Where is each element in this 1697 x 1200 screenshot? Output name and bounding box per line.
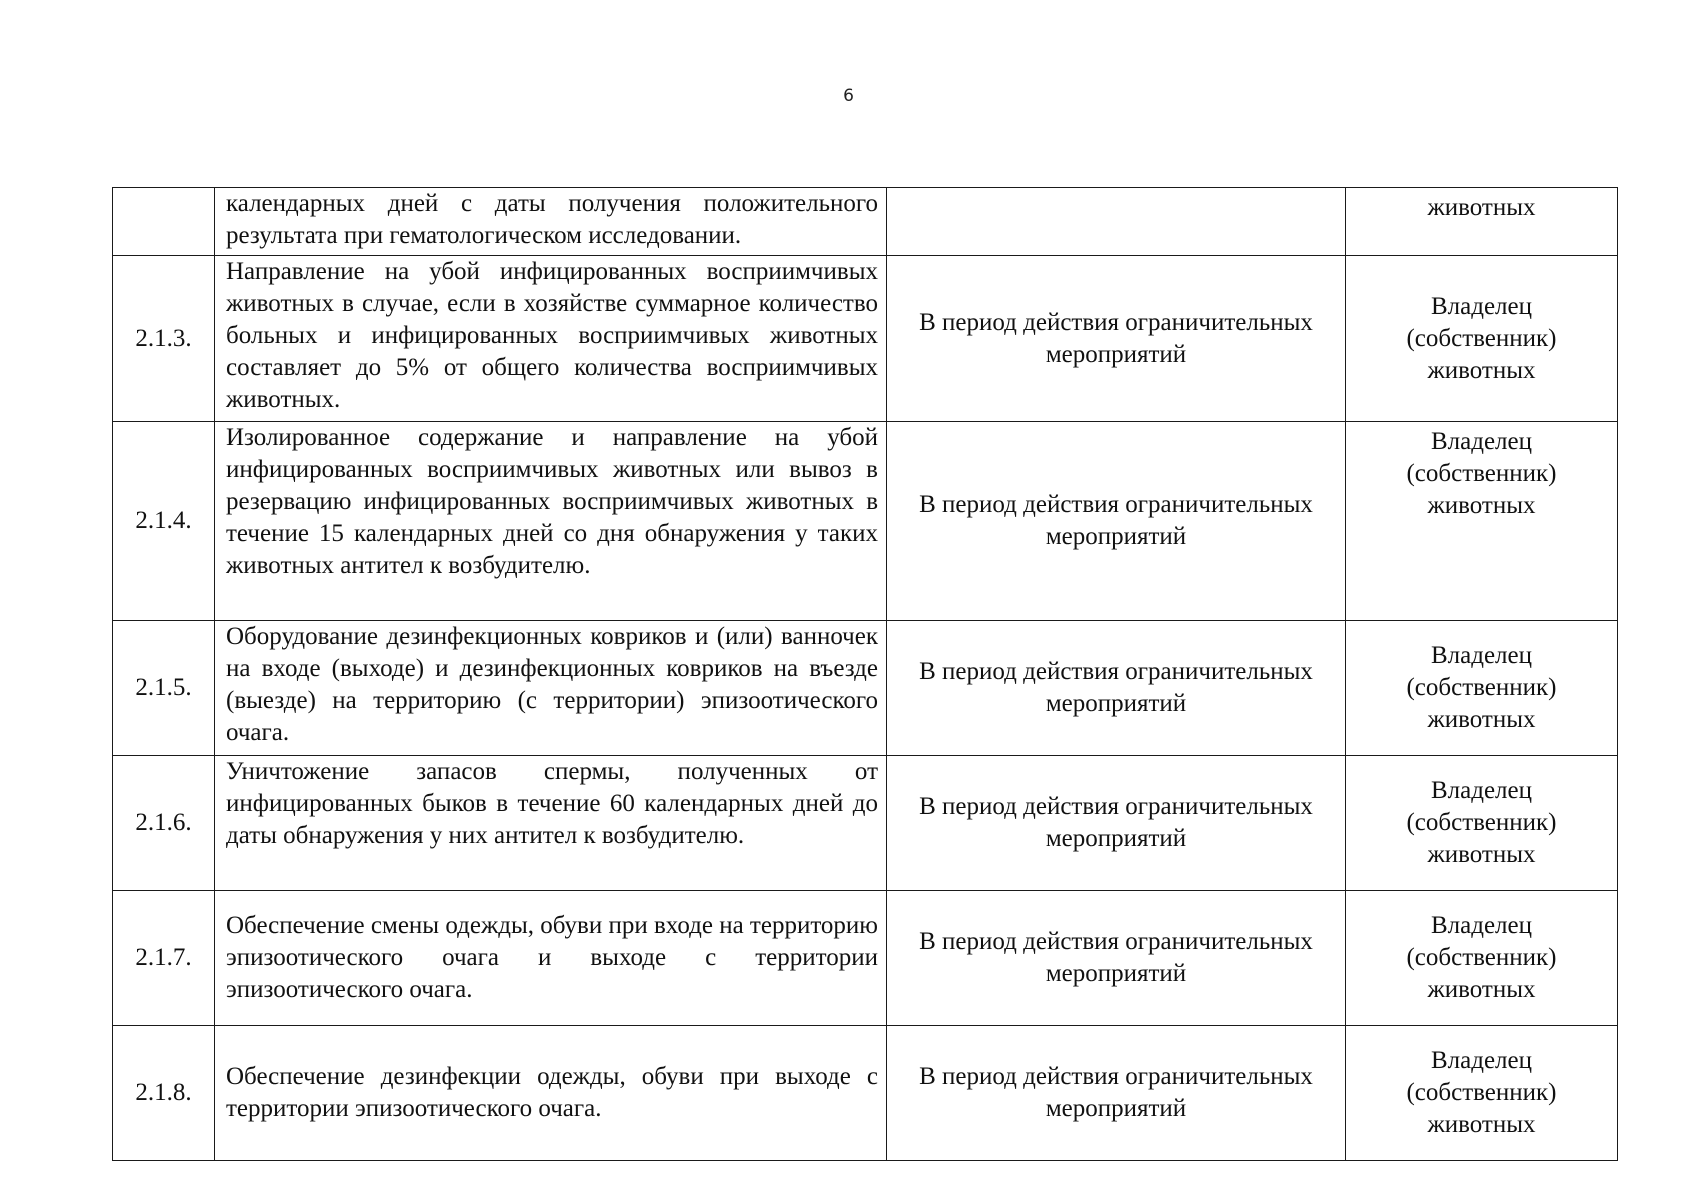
responsible-party	[1346, 1026, 1618, 1161]
row-number: 2.1.8.	[113, 1026, 215, 1161]
measure-description: Оборудование дезинфекционных ковриков и (или) ванночек на входе (выходе) и дезинфекционных ковриков на въезде (выезде) на территорию (с территории) эпизоотического очага.	[215, 621, 887, 756]
table-row	[113, 188, 1618, 256]
table-row	[113, 756, 1618, 891]
responsible-line: животных	[1427, 976, 1536, 1003]
responsible-party	[1346, 756, 1618, 891]
measure-description: Направление на убой инфицированных восприимчивых животных в случае, если в хозяйстве суммарное количество больных и инфицированных восприимчивых животных составляет до 5% от общего количества восприимчивых животных.	[215, 256, 887, 422]
responsible-line: животных	[1427, 841, 1536, 868]
row-number: 2.1.7.	[113, 891, 215, 1026]
measure-period: В период действия ограничительных мероприятий	[887, 621, 1346, 756]
responsible-line: (собственник)	[1406, 944, 1557, 971]
responsible-line: Владелец	[1430, 428, 1532, 455]
responsible-line: животных	[1427, 1111, 1536, 1138]
responsible-line: животных	[1427, 194, 1536, 221]
responsible-line: (собственник)	[1406, 1079, 1557, 1106]
responsible-line: животных	[1427, 706, 1536, 733]
table-row	[113, 422, 1618, 621]
row-number: 2.1.3.	[113, 256, 215, 422]
table-row	[113, 891, 1618, 1026]
measure-description: Обеспечение смены одежды, обуви при входе на территорию эпизоотического очага и выходе с территории эпизоотического очага.	[215, 891, 887, 1026]
measures-table	[112, 187, 1618, 1161]
responsible-party	[1346, 891, 1618, 1026]
responsible-line: Владелец	[1430, 777, 1532, 804]
responsible-line: (собственник)	[1406, 809, 1557, 836]
responsible-line: (собственник)	[1406, 674, 1557, 701]
measure-period: В период действия ограничительных мероприятий	[887, 891, 1346, 1026]
responsible-line: Владелец	[1430, 1047, 1532, 1074]
page-number: 6	[843, 86, 854, 106]
row-number	[113, 188, 215, 256]
responsible-line: Владелец	[1430, 292, 1532, 320]
table-row	[113, 256, 1618, 422]
measure-description: календарных дней с даты получения положительного результата при гематологическом исследовании.	[215, 188, 887, 256]
measure-period	[887, 188, 1346, 256]
row-number: 2.1.6.	[113, 756, 215, 891]
responsible-line: животных	[1427, 356, 1536, 384]
responsible-line: (собственник)	[1406, 324, 1557, 352]
responsible-line: Владелец	[1430, 642, 1532, 669]
responsible-line: (собственник)	[1406, 460, 1557, 487]
responsible-party	[1346, 188, 1618, 256]
table-row	[113, 621, 1618, 756]
responsible-line: Владелец	[1430, 912, 1532, 939]
measure-description: Изолированное содержание и направление на убой инфицированных восприимчивых животных или вывоз в резервацию инфицированных восприимчивых животных в течение 15 календарных дней со дня обнаружения у таких животных антител к возбудителю.	[215, 422, 887, 621]
measure-period: В период действия ограничительных мероприятий	[887, 422, 1346, 621]
measure-description: Уничтожение запасов спермы, полученных от инфицированных быков в течение 60 календарных дней до даты обнаружения у них антител к возбудителю.	[215, 756, 887, 891]
measure-period: В период действия ограничительных мероприятий	[887, 756, 1346, 891]
responsible-party	[1346, 422, 1618, 621]
table-row	[113, 1026, 1618, 1161]
responsible-party	[1346, 256, 1618, 422]
measure-description: Обеспечение дезинфекции одежды, обуви при выходе с территории эпизоотического очага.	[215, 1026, 887, 1161]
responsible-line: животных	[1427, 492, 1536, 519]
measure-period: В период действия ограничительных мероприятий	[887, 1026, 1346, 1161]
measure-period: В период действия ограничительных мероприятий	[887, 256, 1346, 422]
row-number: 2.1.5.	[113, 621, 215, 756]
responsible-party	[1346, 621, 1618, 756]
row-number: 2.1.4.	[113, 422, 215, 621]
